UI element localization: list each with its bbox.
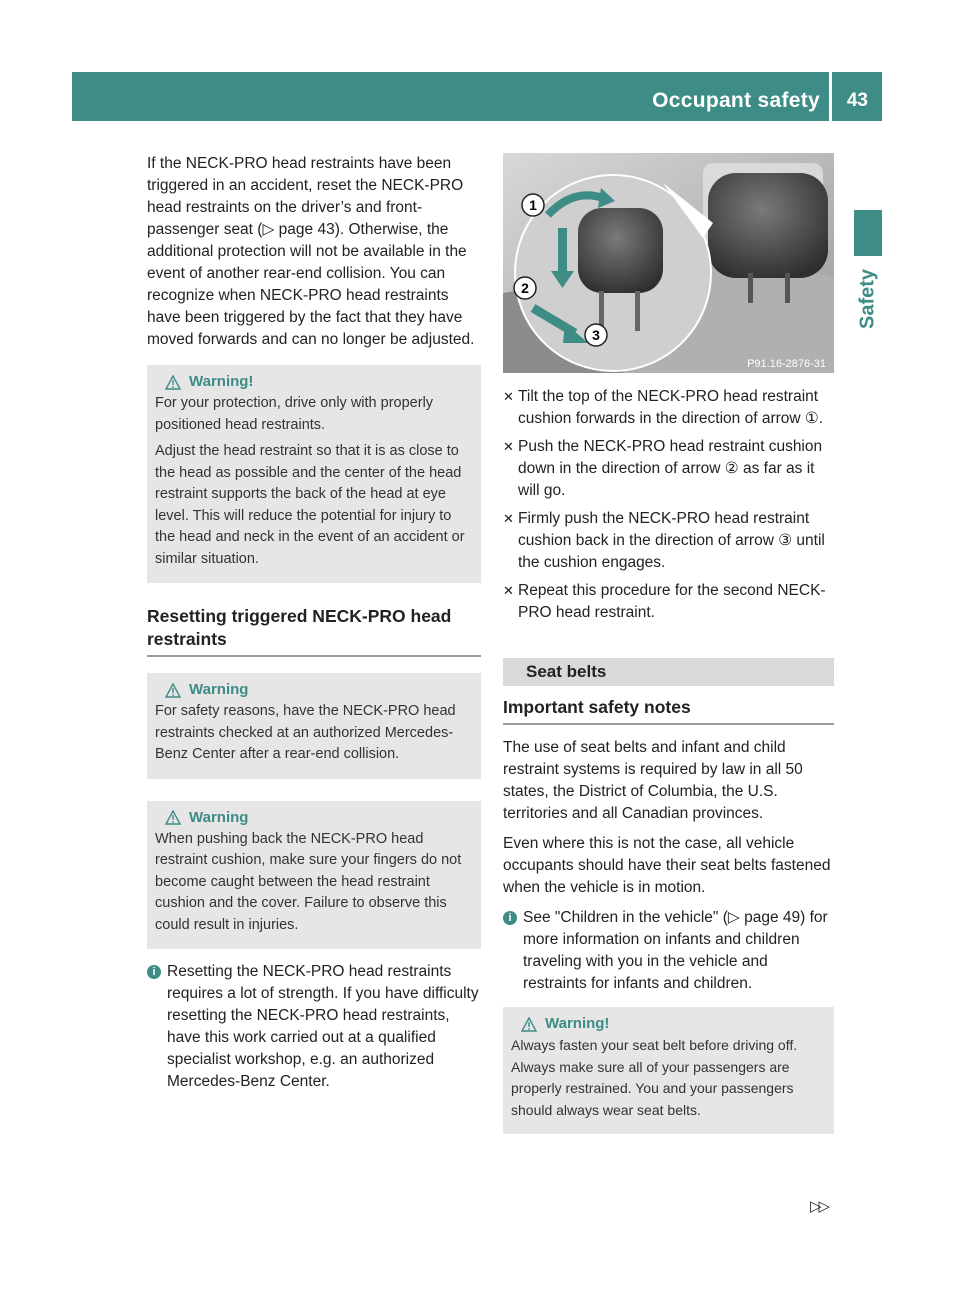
step-x-icon: ✕	[503, 439, 514, 454]
header-divider	[829, 72, 832, 121]
info-text: Resetting the NECK-PRO head restraints requires a lot of strength. If you have difficulty resetting the NECK-PRO head restraints, have this work carried out at a qualified specialist workshop, e.g. an authorized Mercedes-Benz Center.	[167, 963, 479, 1090]
step-x-icon: ✕	[503, 583, 514, 598]
section-band: Seat belts	[503, 658, 834, 686]
right-column	[503, 153, 834, 1134]
warning-triangle-icon	[521, 1017, 537, 1032]
section-heading: Resetting triggered NECK-PRO head restraints	[147, 606, 452, 649]
left-column	[147, 153, 481, 1093]
warning-box	[147, 365, 481, 583]
info-note	[147, 961, 481, 1093]
warning-title: Warning!	[521, 1013, 826, 1035]
warning-text: When pushing back the NECK-PRO head restraint cushion, make sure your fingers do not become caught between the head restraint cushion and the cover. Failure to observe this could result in injuries.	[155, 830, 462, 933]
warning-text: For safety reasons, have the NECK-PRO head restraints checked at an authorized Mercedes-Benz Center after a rear-end collision.	[155, 703, 456, 762]
warning-title: Warning	[165, 679, 473, 701]
warning-triangle-icon	[165, 375, 181, 390]
headrestraint-figure	[503, 153, 834, 373]
step-item: ✕ Firmly push the NECK-PRO head restraint cushion back in the direction of arrow ③ until the cushion engages.	[503, 508, 834, 574]
heading-rule	[147, 655, 481, 657]
warning-text: Always fasten your seat belt before driving off. Always make sure all of your passengers are properly restrained. You and your passengers should always wear seat belts.	[511, 1037, 798, 1118]
info-icon: i	[503, 911, 517, 925]
step-item: ✕ Repeat this procedure for the second NECK-PRO head restraint.	[503, 580, 834, 624]
step-x-icon: ✕	[503, 389, 514, 404]
side-tab-marker	[854, 210, 882, 256]
heading-rule	[503, 723, 834, 725]
body-paragraph: Even where this is not the case, all vehicle occupants should have their seat belts fastened when the vehicle is in motion.	[503, 835, 831, 896]
page-number: 43	[846, 90, 868, 111]
step-item: ✕ Tilt the top of the NECK-PRO head restraint cushion forwards in the direction of arrow ①.	[503, 386, 834, 430]
side-tab-label: Safety	[856, 268, 879, 330]
warning-title: Warning!	[165, 371, 473, 393]
info-icon: i	[147, 965, 161, 979]
instruction-steps	[503, 386, 834, 624]
page-header	[72, 72, 882, 121]
figure-code: P91.16-2876-31	[747, 358, 826, 370]
intro-paragraph: If the NECK-PRO head restraints have been triggered in an accident, reset the NECK-PRO head restraints on the driver’s and front-passenger seat (▷ page 43). Otherwise, the additional protection will not be available in the event of another rear-end collision. You can recognize when NECK-PRO head restraints have been triggered by the fact that they have moved forwards and can no longer be adjusted.	[147, 155, 475, 348]
next-page-arrows: ▷▷	[810, 1198, 828, 1215]
callout-1: 1	[529, 197, 537, 213]
warning-title: Warning	[165, 807, 473, 829]
warning-triangle-icon	[165, 810, 181, 825]
info-text: See "Children in the vehicle" (▷ page 49) for more information on infants and children traveling with you in the vehicle and restraints for infants and children.	[523, 909, 828, 992]
subsection-heading: Important safety notes	[503, 697, 691, 717]
info-note	[503, 907, 834, 995]
warning-triangle-icon	[165, 683, 181, 698]
warning-text: Adjust the head restraint so that it is as close to the head as possible and the center of the head restraint supports the back of the head at eye level. This will reduce the potential for injury to the head and neck in the event of an accident or similar situation.	[155, 443, 465, 567]
warning-box	[147, 801, 481, 950]
step-item: ✕ Push the NECK-PRO head restraint cushion down in the direction of arrow ② as far as it will go.	[503, 436, 834, 502]
body-paragraph: The use of seat belts and infant and child restraint systems is required by law in all 50 states, the District of Columbia, the U.S. territories and all Canadian provinces.	[503, 739, 803, 822]
warning-box	[503, 1007, 834, 1134]
warning-text: For your protection, drive only with properly positioned head restraints.	[155, 395, 434, 433]
headrestraint-illustration	[503, 153, 834, 373]
callout-3: 3	[592, 327, 600, 343]
callout-2: 2	[521, 280, 529, 296]
warning-box	[147, 673, 481, 779]
chapter-title: Occupant safety	[652, 89, 820, 112]
step-x-icon: ✕	[503, 511, 514, 526]
